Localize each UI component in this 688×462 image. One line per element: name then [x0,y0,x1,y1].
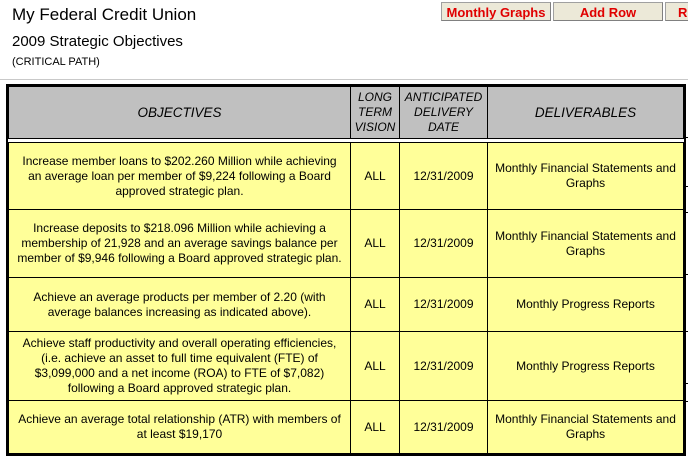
grid-tick [683,274,688,275]
date-cell[interactable] [399,209,488,278]
date-text: 12/31/2009 [413,358,474,373]
deliverable-cell[interactable] [487,209,684,278]
partial-toolbar-button[interactable]: R [665,2,688,21]
date-cell[interactable] [399,277,488,332]
objective-cell[interactable] [8,277,351,332]
vision-text: ALL [364,168,386,183]
grid-tick [683,137,688,138]
date-text: 12/31/2009 [413,297,474,311]
vision-text: ALL [364,358,386,373]
page-subtitle: 2009 Strategic Objectives [12,33,183,50]
deliverable-text: Monthly Progress Reports [516,358,655,373]
deliverable-cell[interactable] [487,400,684,454]
column-header-label: DELIVERABLES [534,105,637,120]
grid-tick [683,331,688,332]
vision-text: ALL [364,236,386,250]
objective-text: Increase deposits to $218.096 Million while achieving a membership of 21,928 and an average savings balance per member of $9,946 following a Board approved strategic plan. [17,221,342,265]
column-header-label: OBJECTIVES [137,105,222,120]
add-row-button[interactable]: Add Row [553,2,663,21]
grid-tick [683,401,688,402]
date-cell[interactable] [399,400,488,454]
vision-cell[interactable] [350,331,400,401]
grid-tick [683,186,688,187]
date-cell[interactable] [399,331,488,401]
deliverable-cell[interactable] [487,142,684,210]
page-title: My Federal Credit Union [12,5,197,24]
objective-text: Increase member loans to $202.260 Million while achieving an average loan per member of $9,224 following a Board approved strategic plan. [22,153,337,198]
date-text: 12/31/2009 [413,168,474,183]
date-text: 12/31/2009 [413,419,474,434]
column-header-date [399,86,488,139]
deliverable-cell[interactable] [487,277,684,332]
deliverable-cell[interactable] [487,331,684,401]
monthly-graphs-button[interactable]: Monthly Graphs [441,2,551,21]
objective-cell[interactable] [8,142,351,210]
column-header-deliverables [487,86,684,139]
column-header-label: LONG TERM VISION [354,90,396,134]
vision-cell[interactable] [350,209,400,278]
deliverable-text: Monthly Financial Statements and Graphs [495,412,676,441]
column-header-objectives [8,86,351,139]
vision-cell[interactable] [350,400,400,454]
grid-line [0,79,688,80]
date-text: 12/31/2009 [413,236,474,250]
grid-tick [683,383,688,384]
objective-cell[interactable] [8,331,351,401]
date-cell[interactable] [399,142,488,210]
critical-path-note: (CRITICAL PATH) [12,56,100,68]
vision-text: ALL [364,419,386,434]
column-header-label: ANTICIPATED DELIVERY DATE [404,90,483,134]
deliverable-text: Monthly Financial Statements and Graphs [495,228,676,258]
deliverable-text: Monthly Progress Reports [516,297,655,311]
deliverable-text: Monthly Financial Statements and Graphs [495,161,676,190]
grid-tick [683,212,688,213]
objective-cell[interactable] [8,209,351,278]
objective-text: Achieve an average products per member of 2.20 (with average balances increasing as indicated above). [33,289,326,319]
objectives-table [6,84,686,456]
objective-text: Achieve staff productivity and overall operating efficiencies, (i.e. achieve an asset to full time equivalent (FTE) of $3,099,000 and a net income (ROA) to FTE of $7,082) following a Board approved strategic plan. [22,336,337,395]
vision-cell[interactable] [350,277,400,332]
objective-text: Achieve an average total relationship (ATR) with members of at least $19,170 [18,412,341,441]
vision-cell[interactable] [350,142,400,210]
objective-cell[interactable] [8,400,351,454]
vision-text: ALL [364,297,386,311]
column-header-vision [350,86,400,139]
